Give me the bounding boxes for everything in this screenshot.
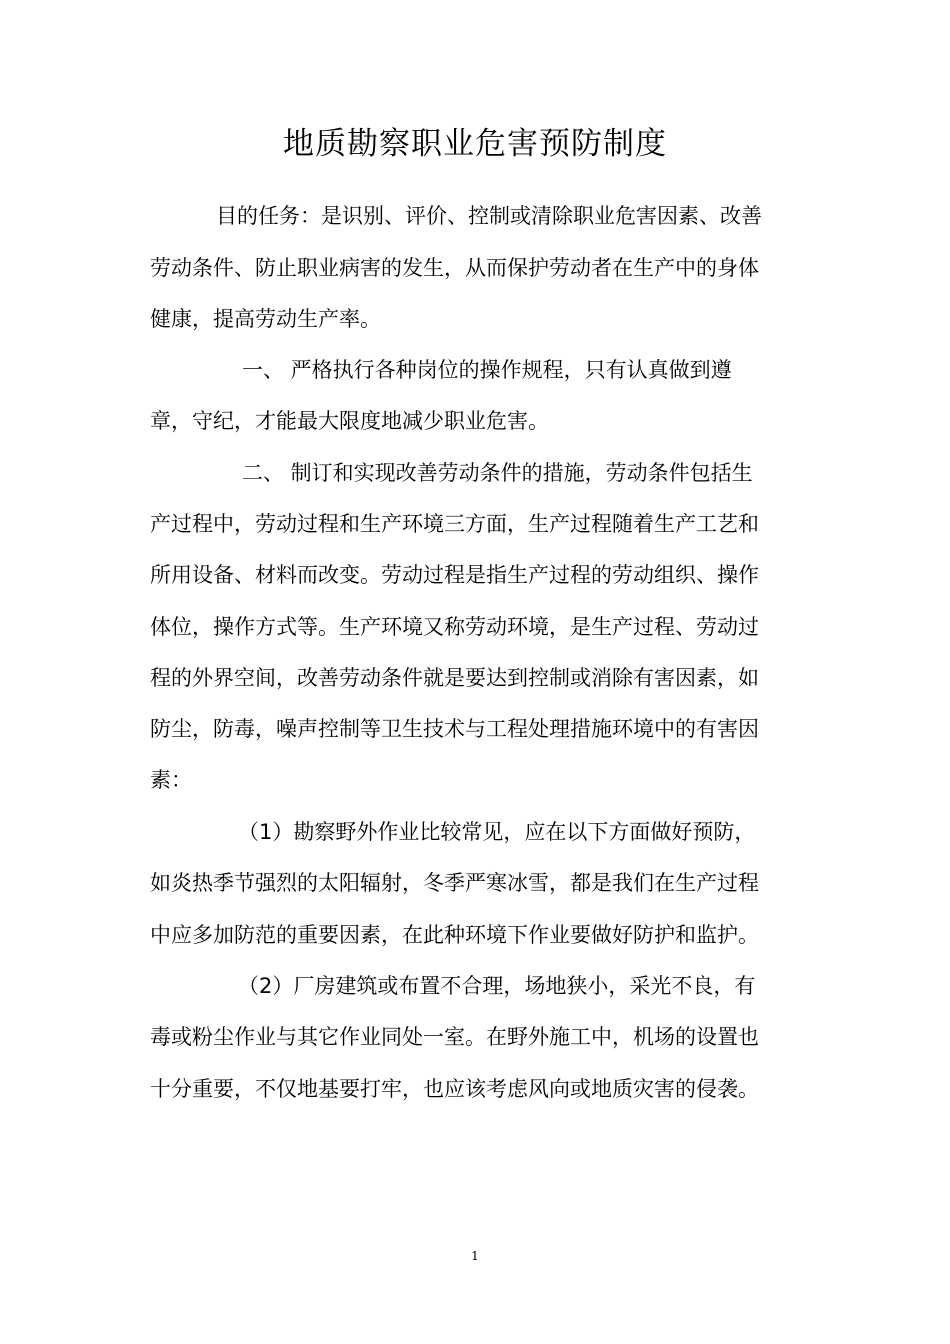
text-line: 体位，操作方式等。生产环境又称劳动环境，是生产过程、劳动过 — [150, 615, 759, 639]
page-number: 1 — [471, 1249, 479, 1263]
text-line: 所用设备、材料而改变。劳动过程是指生产过程的劳动组织、操作 — [150, 563, 759, 587]
text-line: 章，守纪，才能最大限度地减少职业危害。 — [150, 409, 549, 433]
text-line: 劳动条件、防止职业病害的发生，从而保护劳动者在生产中的身体 — [150, 256, 759, 280]
text-line: 如炎热季节强烈的太阳辐射，冬季严寒冰雪，都是我们在生产过程 — [150, 871, 759, 895]
text-line: （2）厂房建筑或布置不合理，场地狭小，采光不良，有 — [238, 974, 756, 998]
text-line: 程的外界空间，改善劳动条件就是要达到控制或消除有害因素，如 — [150, 666, 759, 690]
document-title: 地质勘察职业危害预防制度 — [283, 126, 667, 162]
text-line: 毒或粉尘作业与其它作业同处一室。在野外施工中，机场的设置也 — [150, 1025, 759, 1049]
text-line: 健康，提高劳动生产率。 — [150, 307, 381, 331]
text-line: 产过程中，劳动过程和生产环境三方面，生产过程随着生产工艺和 — [150, 512, 759, 536]
text-line: 二、 制订和实现改善劳动条件的措施，劳动条件包括生 — [242, 461, 753, 485]
text-line: 防尘，防毒，噪声控制等卫生技术与工程处理措施环境中的有害因 — [150, 717, 759, 741]
text-line: （1）勘察野外作业比较常见，应在以下方面做好预防， — [238, 820, 756, 844]
text-line: 十分重要，不仅地基要打牢，也应该考虑风向或地质灾害的侵袭。 — [150, 1077, 759, 1101]
text-line: 目的任务：是识别、评价、控制或清除职业危害因素、改善 — [216, 204, 762, 228]
text-line: 素： — [150, 768, 192, 792]
text-line: 一、 严格执行各种岗位的操作规程，只有认真做到遵 — [242, 358, 732, 382]
text-line: 中应多加防范的重要因素，在此种环境下作业要做好防护和监护。 — [150, 923, 759, 947]
